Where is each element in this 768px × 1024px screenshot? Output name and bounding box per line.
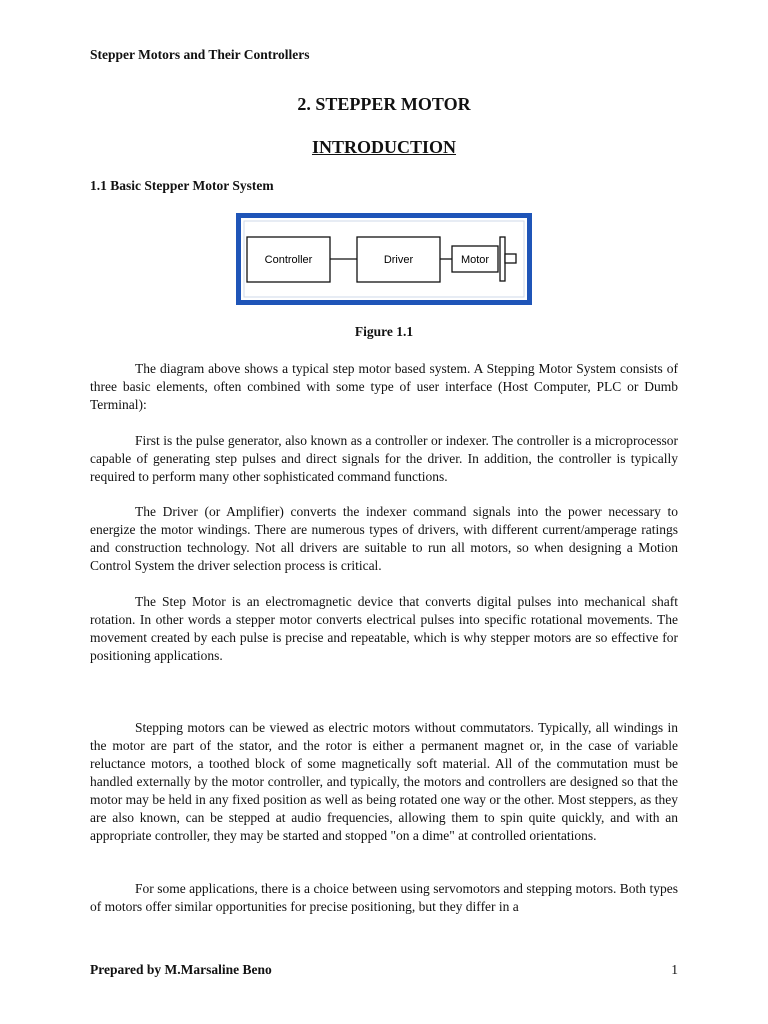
motor-flange	[500, 237, 505, 281]
paragraph-driver: The Driver (or Amplifier) converts the indexer command signals into the power necessary to energize the motor windings. There are numerous types of drivers, with different current/amperage ratings and construction technology. Not all drivers are suitable to run all motors, so when designing a Motion Control System the driver selection process is critical.	[90, 504, 678, 573]
driver-label: Driver	[383, 254, 414, 266]
running-header: Stepper Motors and Their Controllers	[90, 47, 310, 62]
chapter-title: 2. STEPPER MOTOR	[297, 94, 471, 114]
paragraph-servo-comparison: For some applications, there is a choice between using servomotors and stepping motors. Both types of motors offer similar opportunities for precise positioning, but they differ in a	[90, 881, 678, 914]
section-heading: 1.1 Basic Stepper Motor System	[90, 178, 274, 193]
paragraph-step-motor: The Step Motor is an electromagnetic device that converts digital pulses into mechanical shaft rotation. In other words a stepper motor converts electrical pulses into specific rotational movements. The movement created by each pulse is precise and repeatable, which is why stepper motors are so effective for positioning applications.	[90, 594, 678, 663]
footer-prepared-by: Prepared by M.Marsaline Beno	[90, 962, 272, 977]
stepper-system-diagram	[236, 213, 532, 305]
page-number: 1	[671, 962, 678, 977]
motor-label: Motor	[460, 254, 490, 266]
paragraph-controller: First is the pulse generator, also known as a controller or indexer. The controller is a microprocessor capable of generating step pulses and direct signals for the driver. In addition, the controller is typically required to perform many other sophisticated command functions.	[90, 433, 678, 484]
motor-shaft	[505, 254, 516, 263]
paragraph-system-overview: The diagram above shows a typical step motor based system. A Stepping Motor System consists of three basic elements, often combined with some type of user interface (Host Computer, PLC or Dumb Terminal):	[90, 361, 678, 412]
paragraph-stepping-motors: Stepping motors can be viewed as electric motors without commutators. Typically, all windings in the motor are part of the stator, and the rotor is either a permanent magnet or, in the case of variable reluctance motors, a toothed block of some magnetically soft material. All of the commutation must be handled externally by the motor controller, and typically, the motors and controllers are designed so that the motor may be held in any fixed position as well as being rotated one way or the other. Most steppers, as they are also known, can be stepped at audio frequencies, allowing them to spin quite quickly, and with an appropriate controller, they may be started and stopped "on a dime" at controlled orientations.	[90, 720, 678, 843]
introduction-heading: INTRODUCTION	[311, 137, 457, 157]
figure-caption: Figure 1.1	[354, 324, 414, 339]
controller-label: Controller	[264, 254, 313, 266]
